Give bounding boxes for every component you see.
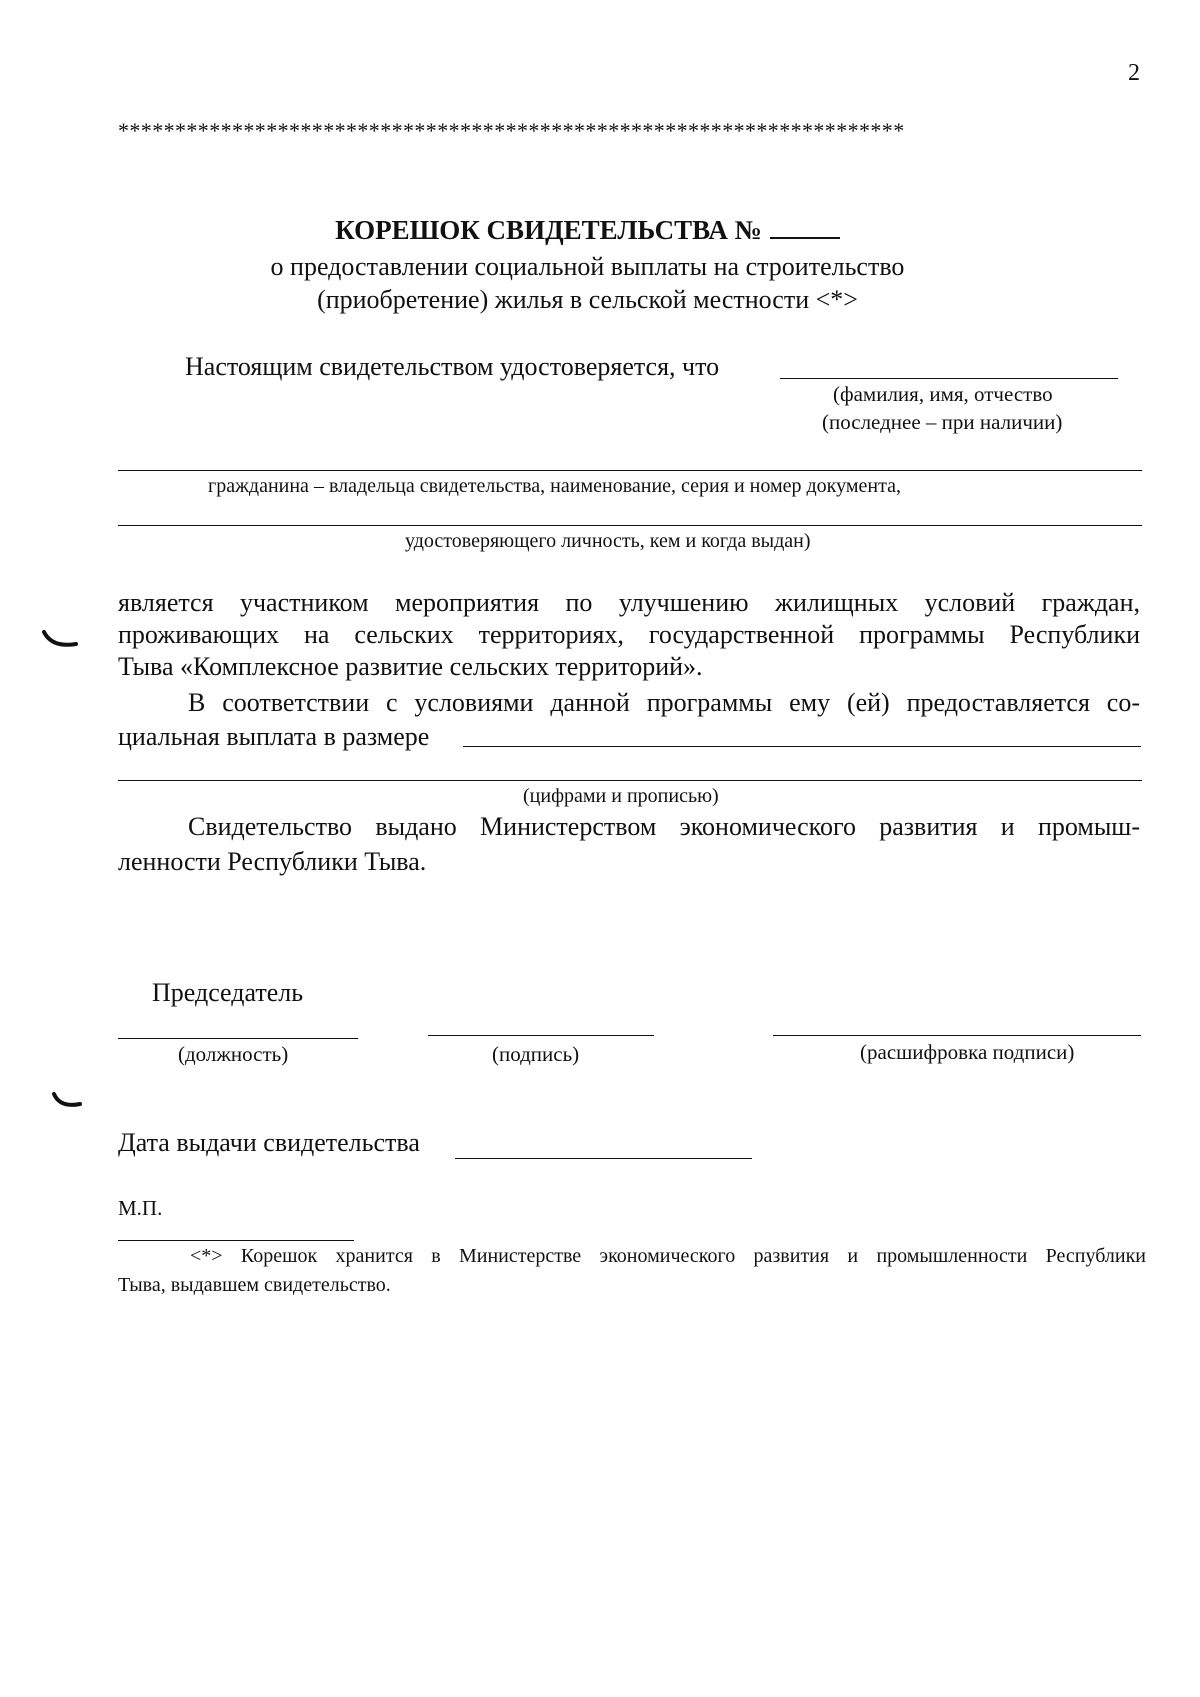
page-number: 2	[1128, 60, 1140, 86]
para3-line-1: Свидетельство выдано Министерством экономического развития и промыш-	[188, 812, 1140, 841]
decoding-caption: (расшифровка подписи)	[860, 1040, 1075, 1064]
para3-line-2: ленности Республики Тыва.	[118, 847, 427, 876]
subtitle-line-2: (приобретение) жилья в сельской местности <*>	[317, 285, 858, 314]
issue-date-blank	[455, 1158, 752, 1159]
document-title-text: КОРЕШОК СВИДЕТЕЛЬСТВА №	[335, 215, 762, 245]
chairman-label: Председатель	[152, 978, 304, 1007]
fio-blank	[780, 378, 1118, 379]
identity-hint: удостоверяющего личность, кем и когда выдан)	[405, 530, 811, 552]
certificate-number-blank	[770, 215, 840, 239]
subtitle-line-1: о предоставлении социальной выплаты на строительство	[270, 252, 905, 281]
amount-blank-2	[118, 780, 1142, 781]
citizen-blank	[118, 470, 1142, 471]
decoding-blank	[773, 1035, 1141, 1036]
position-caption: (должность)	[178, 1042, 289, 1066]
signature-caption: (подпись)	[492, 1042, 580, 1066]
stamp-place: М.П.	[118, 1196, 163, 1220]
fio-hint-line-1: (фамилия, имя, отчество	[833, 382, 1053, 406]
star-separator: *********************************************************************	[118, 118, 905, 143]
para1-line-2: проживающих на сельских территориях, государственной программы Республики	[118, 620, 1140, 649]
footnote-line-2: Тыва, выдавшем свидетельство.	[118, 1274, 391, 1296]
identity-blank	[118, 525, 1142, 526]
margin-hook-mark	[40, 628, 80, 652]
para1-line-3: Тыва «Комплексное развитие сельских территорий».	[118, 652, 703, 681]
fio-hint-line-2: (последнее – при наличии)	[822, 410, 1063, 434]
issue-date-label: Дата выдачи свидетельства	[118, 1128, 420, 1157]
signature-blank	[428, 1035, 654, 1036]
margin-hook-mark-2	[50, 1090, 84, 1112]
document-title	[0, 215, 1175, 246]
citizen-hint: гражданина – владельца свидетельства, наименование, серия и номер документа,	[208, 475, 901, 497]
certify-text: Настоящим свидетельством удостоверяется, что	[185, 352, 720, 381]
amount-blank	[463, 746, 1141, 747]
footnote-line-1: <*> Корешок хранится в Министерстве экономического развития и промышленности Республики	[190, 1245, 1146, 1267]
footnote-separator	[118, 1240, 354, 1241]
para1-line-1: является участником мероприятия по улучшению жилищных условий граждан,	[118, 588, 1140, 617]
para2-line-1: В соответствии с условиями данной программы ему (ей) предоставляется со-	[188, 688, 1140, 717]
position-blank	[118, 1038, 358, 1039]
amount-hint: (цифрами и прописью)	[523, 785, 719, 807]
para2-line-2: циальная выплата в размере	[118, 722, 430, 751]
